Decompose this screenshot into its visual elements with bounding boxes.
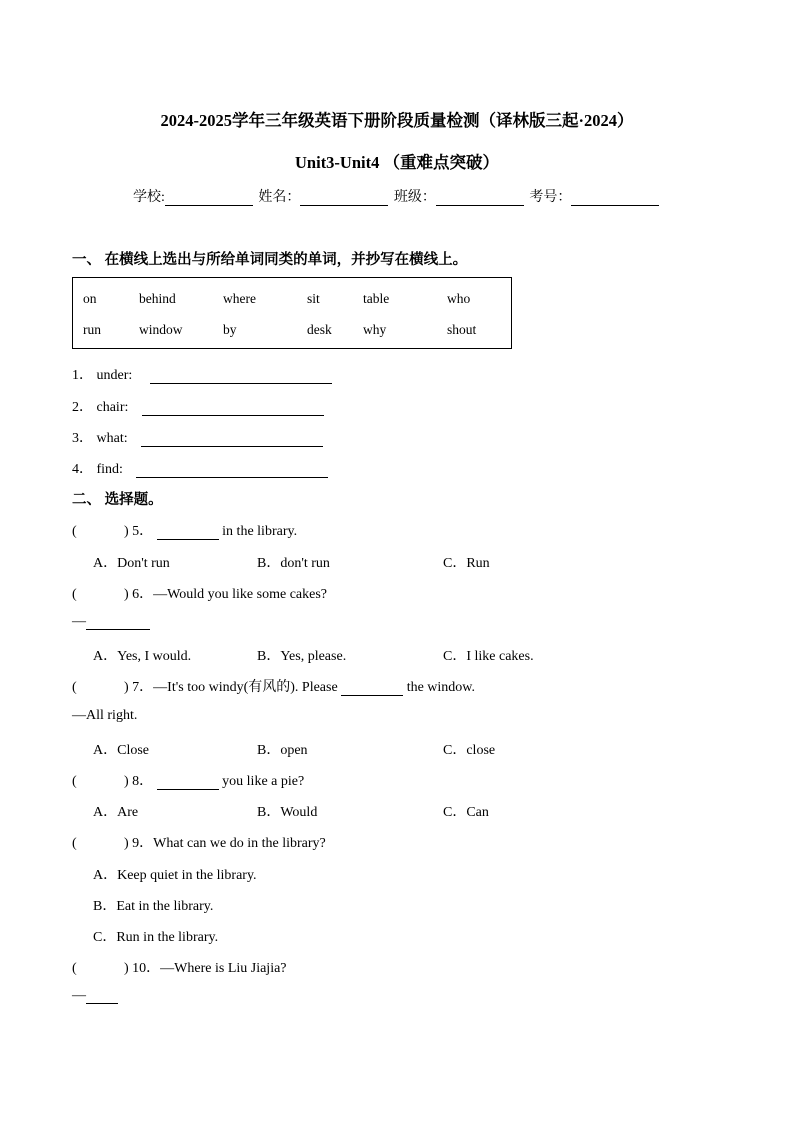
item-word: chair:	[96, 400, 129, 415]
option-b[interactable]: B．Eat in the library.	[93, 899, 214, 914]
answer-blank[interactable]	[150, 369, 332, 384]
word-bank-item: table	[363, 291, 390, 306]
word-bank-item: who	[447, 291, 471, 306]
word-bank-item: run	[83, 322, 101, 337]
name-blank[interactable]	[300, 191, 388, 206]
answer-blank[interactable]	[86, 989, 118, 1004]
question-5: ( ) 5． in the library.	[72, 524, 298, 539]
word-bank-box	[72, 277, 512, 349]
question-6: ( ) 6．—Would you like some cakes?	[72, 587, 328, 602]
class-label: 班级：	[393, 190, 436, 205]
section2-heading: 二、 选择题。	[72, 492, 163, 508]
word-bank-item: behind	[139, 291, 176, 306]
student-info-row	[133, 186, 661, 206]
school-blank[interactable]	[165, 191, 253, 206]
option-a[interactable]: A．Don't run	[93, 556, 170, 571]
school-label: 学校:	[133, 190, 165, 205]
option-c[interactable]: C．Run	[443, 556, 490, 571]
list-item	[72, 427, 323, 447]
item-number: 1．	[72, 368, 93, 383]
page-title: 2024-2025学年三年级英语下册阶段质量检测（译林版三起·2024）	[160, 111, 634, 130]
list-item	[72, 458, 328, 478]
option-a[interactable]: A．Keep quiet in the library.	[93, 868, 257, 883]
answer-blank[interactable]	[157, 525, 219, 540]
item-number: 3．	[72, 431, 93, 446]
word-bank-item: shout	[447, 322, 477, 337]
answer-blank[interactable]	[86, 615, 150, 630]
word-bank-item: on	[83, 291, 97, 306]
item-word: what:	[96, 431, 128, 446]
word-bank-item: desk	[307, 322, 332, 337]
class-blank[interactable]	[436, 191, 524, 206]
section1-heading: 一、 在横线上选出与所给单词同类的单词，并抄写在横线上。	[72, 252, 468, 268]
option-a[interactable]: A．Are	[93, 805, 139, 820]
option-a[interactable]: A．Close	[93, 743, 149, 758]
item-number: 2．	[72, 400, 93, 415]
word-bank-item: by	[223, 322, 237, 337]
answer-paren[interactable]: (	[72, 680, 77, 695]
answer-blank[interactable]	[136, 463, 328, 478]
option-b[interactable]: B．Yes, please.	[257, 649, 347, 664]
answer-paren[interactable]: (	[72, 524, 77, 539]
question-6-reply: —	[72, 614, 150, 630]
question-7: ( ) 7．—It's too windy(有风的). Please the window.	[72, 680, 475, 695]
word-bank-item: why	[363, 322, 387, 337]
exam-no-blank[interactable]	[571, 191, 659, 206]
answer-blank[interactable]	[141, 432, 323, 447]
page-subtitle: Unit3-Unit4 （重难点突破）	[295, 153, 499, 172]
question-9: ( ) 9．What can we do in the library?	[72, 836, 326, 851]
question-8: ( ) 8． you like a pie?	[72, 774, 305, 789]
option-b[interactable]: B．Would	[257, 805, 318, 820]
item-word: find:	[96, 462, 123, 477]
item-word: under:	[96, 368, 133, 383]
answer-paren[interactable]: (	[72, 836, 77, 851]
list-item	[72, 364, 332, 384]
answer-blank[interactable]	[142, 401, 324, 416]
answer-blank[interactable]	[341, 681, 403, 696]
list-item	[72, 396, 324, 416]
answer-paren[interactable]: (	[72, 774, 77, 789]
option-a[interactable]: A．Yes, I would.	[93, 649, 192, 664]
option-c[interactable]: C．close	[443, 743, 496, 758]
question-10-reply: —	[72, 988, 118, 1004]
word-bank-item: window	[139, 322, 183, 337]
option-c[interactable]: C．Run in the library.	[93, 930, 219, 945]
question-7-reply: —All right.	[72, 708, 138, 723]
question-10: ( ) 10．—Where is Liu Jiajia?	[72, 961, 287, 976]
option-c[interactable]: C．I like cakes.	[443, 649, 534, 664]
word-bank-item: where	[223, 291, 256, 306]
word-bank-item: sit	[307, 291, 320, 306]
answer-paren[interactable]: (	[72, 961, 77, 976]
exam-no-label: 考号：	[529, 190, 572, 205]
answer-blank[interactable]	[157, 775, 219, 790]
name-label: 姓名：	[258, 190, 301, 205]
answer-paren[interactable]: (	[72, 587, 77, 602]
option-b[interactable]: B．don't run	[257, 556, 330, 571]
option-c[interactable]: C．Can	[443, 805, 489, 820]
option-b[interactable]: B．open	[257, 743, 308, 758]
item-number: 4．	[72, 462, 93, 477]
